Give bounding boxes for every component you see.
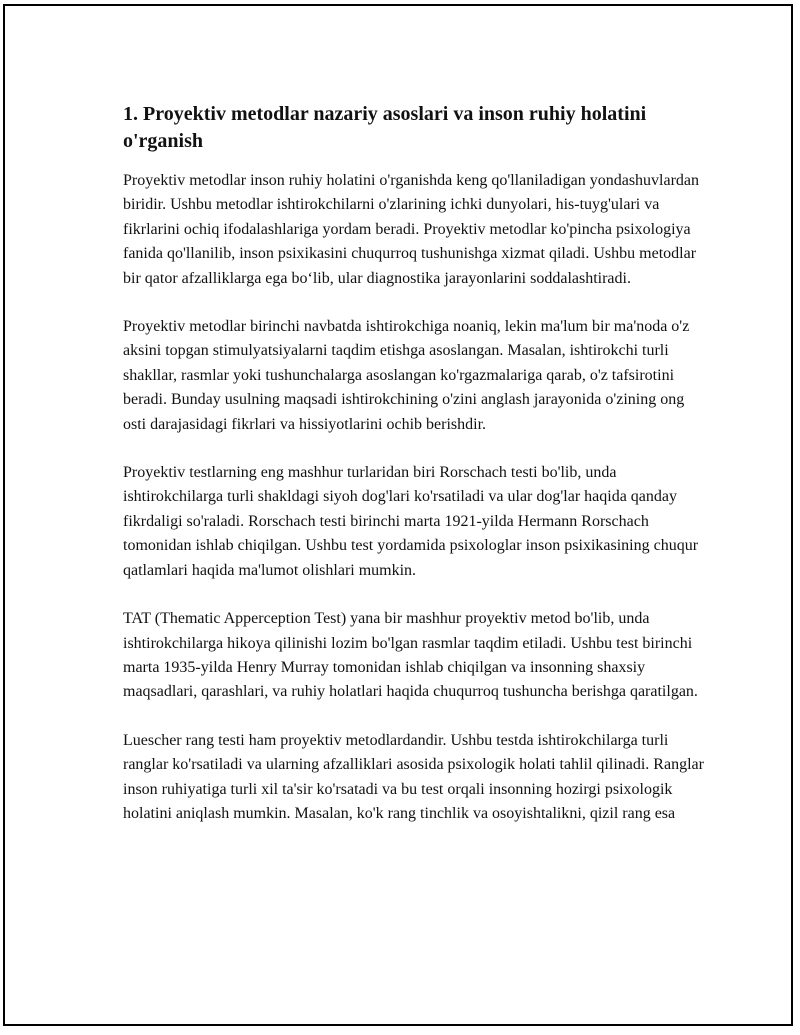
paragraph-stimuli: Proyektiv metodlar birinchi navbatda ishtirokchiga noaniq, lekin ma'lum bir ma'noda o'z aksini topgan stimulyatsiyalarni taqdim etishga asoslangan. Masalan, ishtirokchi turli shakllar, rasmlar yoki tushunchalarga asoslangan ko'rgazmalariga qarab, o'z tafsirotini beradi. Bunday usulning maqsadi ishtirokchining o'zini anglash jarayonida o'zining ong osti darajasidagi fikrlari va hissiyotlarini ochib berishdir. [123,318,690,433]
paragraph-tat: TAT (Thematic Apperception Test) yana bir mashhur proyektiv metod bo'lib, unda ishtirokchilarga hikoya qilinishi lozim bo'lgan rasmlar taqdim etiladi. Ushbu test birinchi marta 1935-yilda Henry Murray tomonidan ishlab chiqilgan va insonning shaxsiy maqsadlari, qarashlari, va ruhiy holatlari haqida chuqurroq tushuncha berishga qaratilgan. [123,610,698,701]
section-heading: 1. Proyektiv metodlar nazariy asoslari va inson ruhiy holatini o'rganish [123,103,647,152]
paragraph-luescher: Luescher rang testi ham proyektiv metodlardandir. Ushbu testda ishtirokchilarga turli ranglar ko'rsatiladi va ularning afzalliklari asosida psixologik holati tahlil qilinadi. Ranglar inson ruhiyatiga turli xil ta'sir ko'rsatadi va bu test orqali insonning hozirgi psixologik holatini aniqlash mumkin. Masalan, ko'k rang tinchlik va osoyishtalikni, qizil rang esa [123,731,704,822]
document-page [3,4,793,1026]
paragraph-intro: Proyektiv metodlar inson ruhiy holatini o'rganishda keng qo'llaniladigan yondashuvlardan biridir. Ushbu metodlar ishtirokchilarni o'zlarining ichki dunyolari, his-tuyg'ulari va fikrlarini ochiq ifodalashlariga yordam beradi. Proyektiv metodlar ko'pincha psixologiya fanida qo'llanilib, inson psixikasini chuqurroq tushunishga xizmat qiladi. Ushbu metodlar bir qator afzalliklarga ega bo‘lib, ular diagnostika jarayonlarini soddalashtiradi. [123,172,700,287]
document-body [123,101,708,850]
paragraph-rorschach: Proyektiv testlarning eng mashhur turlaridan biri Rorschach testi bo'lib, unda ishtirokchilarga turli shakldagi siyoh dog'lari ko'rsatiladi va ular dog'lar haqida qanday fikrdaligi so'raladi. Rorschach testi birinchi marta 1921-yilda Hermann Rorschach tomonidan ishlab chiqilgan. Ushbu test yordamida psixologlar inson psixikasining chuqur qatlamlari haqida ma'lumot olishlari mumkin. [123,464,699,579]
